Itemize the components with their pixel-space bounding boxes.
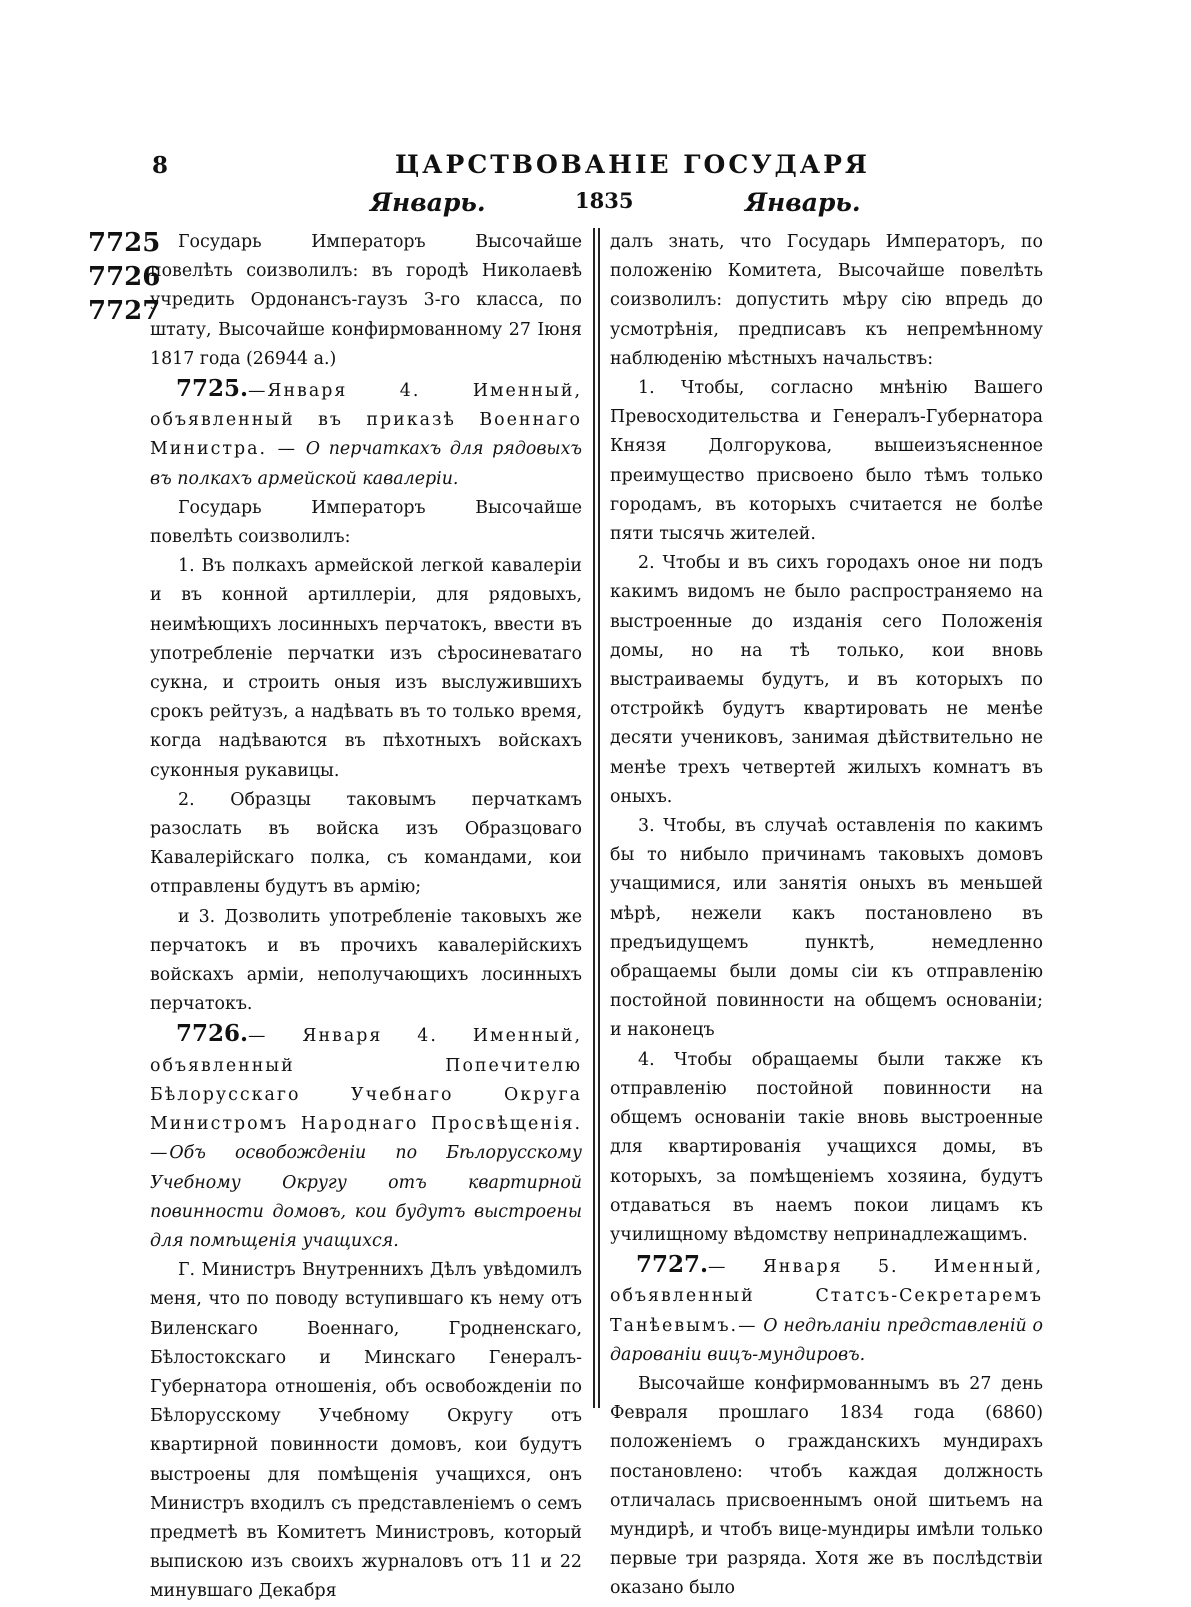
running-title: ЦАРСТВОВАНІЕ ГОСУДАРЯ: [395, 150, 870, 179]
margin-number: 7727: [88, 296, 161, 326]
entry-7726-heading: [150, 1019, 582, 1256]
entry-title: О перчаткахъ для рядовыхъ въ полкахъ армейской кавалеріи.: [150, 439, 582, 489]
entry-title: О недѣланіи представленій о дарованіи вицъ-мундировъ.: [610, 1315, 1043, 1365]
entry-7725-heading: [150, 374, 582, 494]
entry-head: —Января 4. Именный, объявленный въ приказѣ Военнаго Министра. —: [150, 381, 582, 460]
paragraph: Государь Императоръ Высочайше повелѣть соизволилъ:: [150, 497, 582, 548]
year: 1835: [575, 188, 634, 213]
month-right: Январь.: [745, 188, 861, 217]
paragraph: 4. Чтобы обращаемы были также къ отправленію постойной повинности на общемъ основаніи такіе вновь выстроенные для квартированія учащихся домы, въ которыхъ, за помѣщеніемъ хозяина, будутъ отдаваться въ наемъ покои лицамъ къ училищному вѣдомству непринадлежащимъ.: [610, 1049, 1043, 1245]
entry-head: — Января 5. Именный, объявленный Статсъ-Секретаремъ Танѣевымъ.—: [610, 1257, 1043, 1336]
paragraph: Высочайше конфирмованнымъ въ 27 день Февраля прошлаго 1834 года (6860) положеніемъ о гражданскихъ мундирахъ постановлено: чтобъ каждая должность отличалась присвоеннымъ оной шитьемъ на мундирѣ, и чтобъ вице-мундиры имѣли только первые три разряда. Хотя же въ послѣдствіи оказано было: [610, 1373, 1043, 1599]
right-column: [610, 228, 1043, 1604]
page-number: 8: [152, 152, 169, 179]
entry-7727-heading: [610, 1250, 1043, 1370]
left-column: [150, 228, 582, 1607]
paragraph: 2. Чтобы и въ сихъ городахъ оное ни подъ какимъ видомъ не было распространяемо на выстроенные до изданія сего Положенія домы, но на тѣ только, кои вновь выстраиваемы будутъ, и въ которыхъ по отстройкѣ будутъ квартировать не менѣе десяти учениковъ, занимая дѣйствительно не менѣе трехъ четвертей жилыхъ комнатъ въ оныхъ.: [610, 553, 1043, 807]
paragraph: 2. Образцы таковымъ перчаткамъ разослать въ войска изъ Образцоваго Кавалерійскаго полка, съ командами, кои отправлены будутъ въ армію;: [150, 789, 582, 898]
margin-number: 7726: [88, 262, 161, 292]
paragraph: 1. Въ полкахъ армейской легкой кавалеріи и въ конной артиллеріи, для рядовыхъ, неимѣющихъ лосинныхъ перчатокъ, ввести въ употребленіе перчатки изъ сѣросиневатаго сукна, и строить оныя изъ выслужившихъ срокъ рейтузъ, а надѣвать въ то только время, когда надѣваются въ пѣхотныхъ войскахъ суконныя рукавицы.: [150, 556, 582, 781]
entry-number: 7725.: [176, 375, 249, 403]
entry-title: Объ освобожденіи по Бѣлорусскому Учебному Округу отъ квартирной повинности домовъ, кои будутъ выстроены для помѣщенія учащихся.: [150, 1143, 582, 1251]
column-divider: [593, 228, 595, 1408]
paragraph: Г. Министръ Внутреннихъ Дѣлъ увѣдомилъ меня, что по поводу вступившаго къ нему отъ Виленскаго Военнаго, Гродненскаго, Бѣлостокскаго и Минскаго Генералъ-Губернатора отношенія, объ освобожденіи по Бѣлорусскому Учебному Округу отъ квартирной повинности домовъ, кои будутъ выстроены для помѣщенія учащихся, онъ Министръ входилъ съ представленіемъ о семъ предметѣ въ Комитетъ Министровъ, который выпискою изъ своихъ журналовъ отъ 11 и 22 минувшаго Декабря: [150, 1260, 582, 1602]
paragraph: 1. Чтобы, согласно мнѣнію Вашего Превосходительства и Генералъ-Губернатора Князя Долгорукова, вышеизъясненное преимущество присвоено было тѣмъ только городамъ, въ которыхъ считается не болѣе пяти тысячь жителей.: [610, 378, 1043, 545]
entry-number: 7726.: [176, 1020, 249, 1048]
entry-number: 7727.: [636, 1251, 709, 1279]
entry-head: — Января 4. Именный, объявленный Попечителю Бѣлорусскаго Учебнаго Округа Министромъ Народнаго Просвѣщенія.—: [150, 1026, 582, 1164]
intro-paragraph: Государь Императоръ Высочайше повелѣть соизволилъ: въ городѣ Николаевѣ учредить Ордонансъ-гаузъ 3-го класса, по штату, Высочайше конфирмованному 27 Іюня 1817 года (26944 а.): [150, 232, 582, 369]
paragraph: и 3. Дозволить употребленіе таковыхъ же перчатокъ и въ прочихъ кавалерійскихъ войскахъ арміи, неполучающихъ лосинныхъ перчатокъ.: [150, 906, 582, 1015]
column-divider: [598, 228, 600, 1408]
margin-number: 7725: [88, 228, 161, 258]
margin-numbers: [88, 226, 161, 328]
paragraph: далъ знать, что Государь Императоръ, по положенію Комитета, Высочайше повелѣть соизволилъ: допустить мѣру сію впредь до усмотрѣнія, предписавъ къ непремѣнному наблюденію мѣстныхъ начальствъ:: [610, 232, 1043, 369]
month-left: Январь.: [370, 188, 486, 217]
paragraph: 3. Чтобы, въ случаѣ оставленія по какимъ бы то нибыло причинамъ таковыхъ домовъ учащимися, или занятія оныхъ въ меньшей мѣрѣ, нежели какъ постановлено въ предъидущемъ пунктѣ, немедленно обращаемы были домы сіи къ отправленію постойной повинности на общемъ основаніи; и наконецъ: [610, 816, 1043, 1041]
